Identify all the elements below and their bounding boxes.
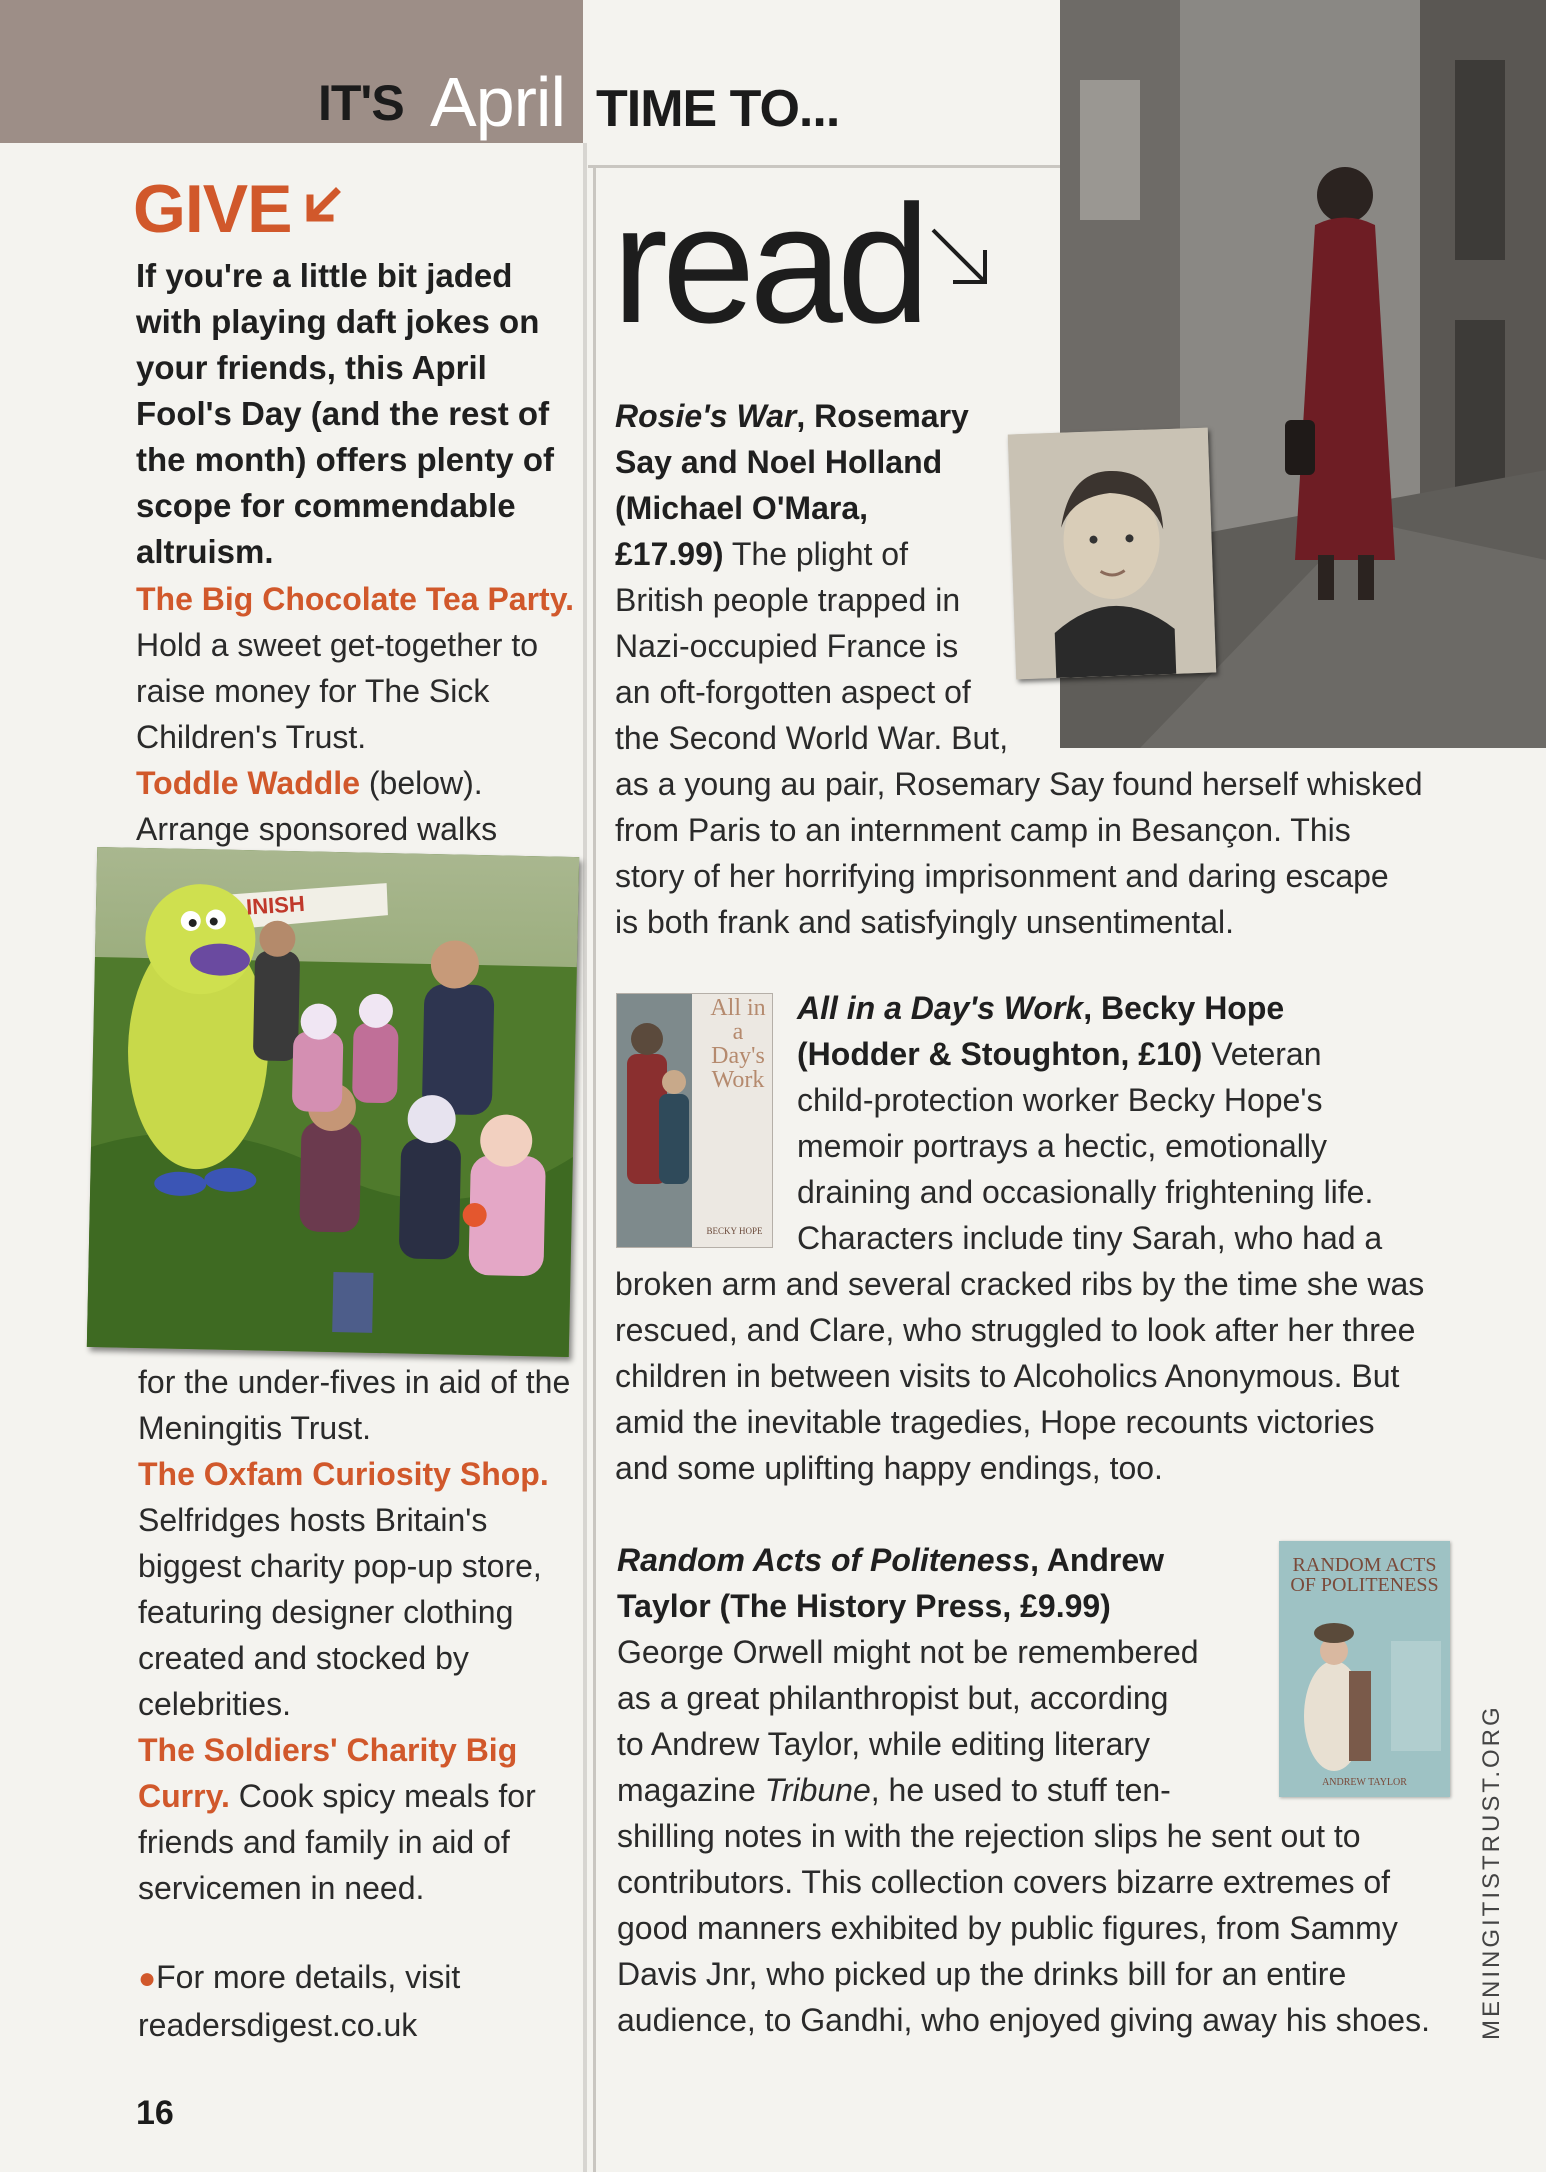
book2-line-7: broken arm and several cracked ribs by the time she was bbox=[615, 1266, 1425, 1302]
book3-line-6: magazine Tribune, he used to stuff ten- bbox=[617, 1772, 1171, 1808]
book1-line-4: £17.99) The plight of bbox=[615, 536, 908, 572]
book2-line-5: draining and occasionally frightening life. bbox=[797, 1174, 1374, 1210]
more-info bbox=[138, 1954, 578, 2048]
header-time-to: TIME TO... bbox=[596, 80, 840, 138]
column-divider-right bbox=[593, 165, 596, 2172]
book-all-in-a-days-work bbox=[615, 985, 1515, 1491]
item-text-chocolate-tea-party: Hold a sweet get-together to raise money for The Sick Children's Trust. bbox=[136, 627, 539, 755]
arrow-down-left-icon bbox=[302, 186, 342, 226]
book1-line-11: story of her horrifying imprisonment and daring escape bbox=[615, 858, 1389, 894]
arrow-down-right-icon bbox=[925, 222, 995, 292]
book3-line-1: Random Acts of Politeness, Andrew bbox=[617, 1542, 1165, 1578]
item-text-soldiers-charity: Cook spicy meals for friends and family in aid of servicemen in need. bbox=[138, 1778, 536, 1906]
book1-line-1: Rosie's War, Rosemary bbox=[615, 398, 969, 434]
item-text-oxfam: Selfridges hosts Britain's biggest charity pop-up store, featuring designer clothing created and stocked by celebrities. bbox=[138, 1502, 542, 1722]
book2-line-10: amid the inevitable tragedies, Hope recounts victories bbox=[615, 1404, 1375, 1440]
book2-line-6: Characters include tiny Sarah, who had a bbox=[797, 1220, 1383, 1256]
item-text-toddle-waddle-cont: for the under-fives in aid of the Meningitis Trust. bbox=[138, 1364, 571, 1446]
book1-line-3: (Michael O'Mara, bbox=[615, 490, 869, 526]
rosemary-portrait bbox=[1008, 428, 1216, 680]
side-url: MENINGITISTRUST.ORG bbox=[1478, 1704, 1505, 2040]
book3-line-2: Taylor (The History Press, £9.99) bbox=[617, 1588, 1111, 1624]
read-top-rule bbox=[588, 165, 1060, 168]
give-heading: GIVE bbox=[133, 171, 292, 247]
toddle-waddle-photo bbox=[87, 847, 579, 1357]
book1-line-6: Nazi-occupied France is bbox=[615, 628, 959, 664]
more-info-text: For more details, visit readersdigest.co.uk bbox=[138, 1959, 461, 2043]
book3-line-4: as a great philanthropist but, according bbox=[617, 1680, 1169, 1716]
book2-line-11: and some uplifting happy endings, too. bbox=[615, 1450, 1163, 1486]
finish-banner-text: INISH bbox=[245, 890, 306, 920]
item-text-toddle-waddle: (below). Arrange sponsored walks bbox=[136, 765, 498, 847]
book1-line-5: British people trapped in bbox=[615, 582, 961, 618]
header-month: April bbox=[430, 63, 566, 141]
read-heading: read bbox=[612, 170, 925, 358]
toddle-waddle-illustration bbox=[87, 847, 579, 1357]
book2-line-2: (Hodder & Stoughton, £10) Veteran bbox=[797, 1036, 1322, 1072]
book3-line-9: good manners exhibited by public figures, from Sammy bbox=[617, 1910, 1398, 1946]
item-title-toddle-waddle: Toddle Waddle bbox=[136, 765, 360, 801]
book2-line-4: memoir portrays a hectic, emotionally bbox=[797, 1128, 1327, 1164]
book2-line-8: rescued, and Clare, who struggled to look after her three bbox=[615, 1312, 1416, 1348]
give-list-part1 bbox=[136, 576, 576, 852]
book1-title: Rosie's War bbox=[615, 398, 797, 434]
give-intro: If you're a little bit jaded with playing daft jokes on your friends, this April Fool's Day (and the rest of the month) offers plenty of scope for commendable altruism. bbox=[136, 257, 554, 570]
book3-line-7: shilling notes in with the rejection slips he sent out to bbox=[617, 1818, 1361, 1854]
book3-line-3: George Orwell might not be remembered bbox=[617, 1634, 1199, 1670]
book1-line-7: an oft-forgotten aspect of bbox=[615, 674, 971, 710]
book2-line-1: All in a Day's Work, Becky Hope bbox=[797, 990, 1285, 1026]
cover-author-andrew-taylor: ANDREW TAYLOR bbox=[1322, 1777, 1407, 1788]
column-divider-left bbox=[583, 143, 587, 2172]
item-title-soldiers-charity: The Soldiers' Charity Big Curry. bbox=[138, 1732, 518, 1814]
cover-title-random-acts: RANDOM ACTS OF POLITENESS bbox=[1290, 1554, 1439, 1596]
header-its: IT'S bbox=[318, 75, 404, 131]
book1-line-10: from Paris to an internment camp in Besançon. This bbox=[615, 812, 1351, 848]
book1-line-12: is both frank and satisfyingly unsentimental. bbox=[615, 904, 1234, 940]
book3-line-8: contributors. This collection covers bizarre extremes of bbox=[617, 1864, 1391, 1900]
book2-line-3: child-protection worker Becky Hope's bbox=[797, 1082, 1323, 1118]
book1-line-9: as a young au pair, Rosemary Say found herself whisked bbox=[615, 766, 1423, 802]
bullet-icon: ● bbox=[138, 1962, 157, 1995]
book1-line-2: Say and Noel Holland bbox=[615, 444, 943, 480]
book3-line-5: to Andrew Taylor, while editing literary bbox=[617, 1726, 1151, 1762]
cover-author-becky-hope: BECKY HOPE bbox=[706, 1226, 763, 1236]
cover-title-all-in-a-days-work: All in a Day's Work bbox=[710, 995, 766, 1093]
item-title-oxfam: The Oxfam Curiosity Shop. bbox=[138, 1456, 549, 1492]
book-cover-random-acts bbox=[1279, 1541, 1450, 1797]
item-title-chocolate-tea-party: The Big Chocolate Tea Party. bbox=[136, 581, 575, 617]
give-list-part2 bbox=[138, 1359, 578, 1911]
book2-line-9: children in between visits to Alcoholics Anonymous. But bbox=[615, 1358, 1400, 1394]
portrait-illustration bbox=[1008, 428, 1216, 680]
page-number: 16 bbox=[136, 2094, 174, 2132]
book3-line-11: audience, to Gandhi, who enjoyed giving away his shoes. bbox=[617, 2002, 1430, 2038]
book3-line-10: Davis Jnr, who picked up the drinks bill for an entire bbox=[617, 1956, 1347, 1992]
book1-line-8: the Second World War. But, bbox=[615, 720, 1009, 756]
